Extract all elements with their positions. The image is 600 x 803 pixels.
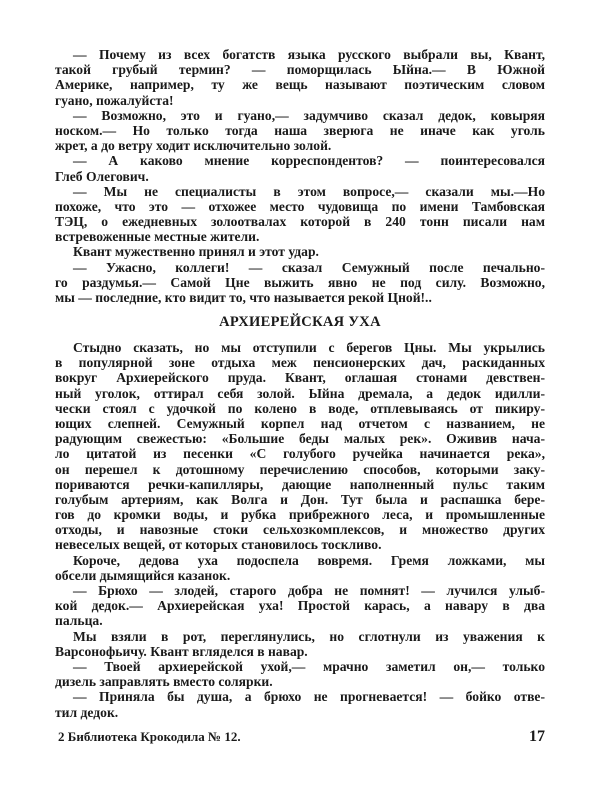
- text-line: пориваются речки-капилляры, дающие наполненный пульс таким: [55, 476, 545, 492]
- text-line: в популярной зоне отдыха меж пенсионерских дач, раскиданных: [55, 355, 545, 371]
- text-line: гов до кромки воды, и рубка прибрежного леса, и промышленные: [55, 507, 545, 523]
- text-line: похоже, что это — отхожее место чудовища по имени Тамбовская: [55, 198, 545, 214]
- text-line: носком.— Но только тогда наша зверюга не иначе как уголь: [55, 122, 545, 138]
- text-line: Квант мужественно принял и этот удар.: [73, 244, 319, 260]
- footer-signature: 2 Библиотека Крокодила № 12.: [58, 729, 241, 744]
- text-line: ющих слепней. Семужный корпел над отчетом с названием, не: [55, 415, 545, 431]
- text-line: го раздумья.— Самой Цне выжить явно не под силу. Возможно,: [55, 274, 545, 290]
- text-line: Америке, например, ту же вещь называют поэтическим словом: [55, 77, 545, 93]
- text-line: — Возможно, это и гуано,— задумчиво сказал дедок, ковыряя: [73, 107, 545, 123]
- text-line: — Брюхо — злодей, старого добра не помнят! — лучился улыб-: [73, 583, 545, 598]
- text-line: голубым артериям, как Волга и Дон. Тут была и распашка бере-: [55, 491, 545, 507]
- text-line: дизель заправлять вместо солярки.: [55, 674, 273, 690]
- text-line: тил дедок.: [55, 704, 119, 720]
- text-line: Стыдно сказать, но мы отступили с берегов Цны. Мы укрылись: [73, 340, 545, 355]
- text-line: ло цитатой из песенки «С голубого ручейка начинается река»,: [55, 446, 545, 462]
- text-line: невеселых вещей, от которых становилось тоскливо.: [55, 537, 382, 553]
- page-footer: [58, 728, 545, 746]
- text-line: — А каково мнение корреспондентов? — поинтересовался: [73, 153, 545, 169]
- text-line: жрет, а до ветру ходит исключительно золой.: [55, 138, 332, 154]
- text-line: Короче, дедова уха подоспела вовремя. Гремя ложками, мы: [73, 552, 545, 568]
- text-line: отходы, и навозные стоки сельхозкомплексов, и множество других: [55, 522, 545, 538]
- text-line: Глеб Олегович.: [55, 168, 149, 184]
- text-line: мы — последние, кто видит то, что называется рекой Цной!..: [55, 290, 432, 305]
- text-line: пальца.: [55, 613, 103, 629]
- text-line: ный уголок, оттирал себя золой. Ыйна дремала, а дедок идилли-: [55, 385, 545, 401]
- text-line: кой дедок.— Архиерейская уха! Простой карась, а навару в два: [55, 598, 545, 614]
- text-line: — Приняла бы душа, а брюхо не прогневается! — бойко отве-: [73, 689, 545, 705]
- text-line: вокруг Архиерейского пруда. Квант, оглашая стонами девствен-: [55, 370, 545, 386]
- text-line: такой грубый термин? — поморщилась Ыйна.— В Южной: [55, 62, 545, 78]
- text-line: — Ужасно, коллеги! — сказал Семужный после печально-: [73, 259, 545, 275]
- text-line: встревоженные местные жители.: [55, 229, 260, 245]
- text-line: — Твоей архиерейской ухой,— мрачно заметил он,— только: [73, 658, 545, 674]
- text-line: Варсонофьичу. Квант вгляделся в навар.: [55, 643, 308, 659]
- page-number: 17: [529, 728, 545, 745]
- text-line: чески стоял с удочкой по колено в воде, отплевываясь от пикиру-: [55, 400, 545, 416]
- text-line: радующим свежестью: «Большие беды малых рек». Оживив нача-: [55, 431, 545, 447]
- section-heading: АРХИЕРЕЙСКАЯ УХА: [219, 314, 381, 330]
- text-line: ТЭЦ, о ежедневных золоотвалах которой в 240 тонн писали нам: [55, 214, 545, 230]
- text-line: гуано, пожалуйста!: [55, 92, 174, 108]
- text-line: обсели дымящийся казанок.: [55, 567, 231, 583]
- text-line: — Мы не специалисты в этом вопросе,— сказали мы.—Но: [73, 183, 545, 199]
- text-line: он перешел к дотошному перечислению способов, которыми заку-: [55, 461, 545, 477]
- text-block-top: [55, 47, 545, 305]
- text-line: — Почему из всех богатств языка русского выбрали вы, Квант,: [73, 47, 545, 62]
- text-line: Мы взяли в рот, переглянулись, но сглотнули из уважения к: [73, 628, 545, 644]
- text-block-bottom: [55, 340, 545, 720]
